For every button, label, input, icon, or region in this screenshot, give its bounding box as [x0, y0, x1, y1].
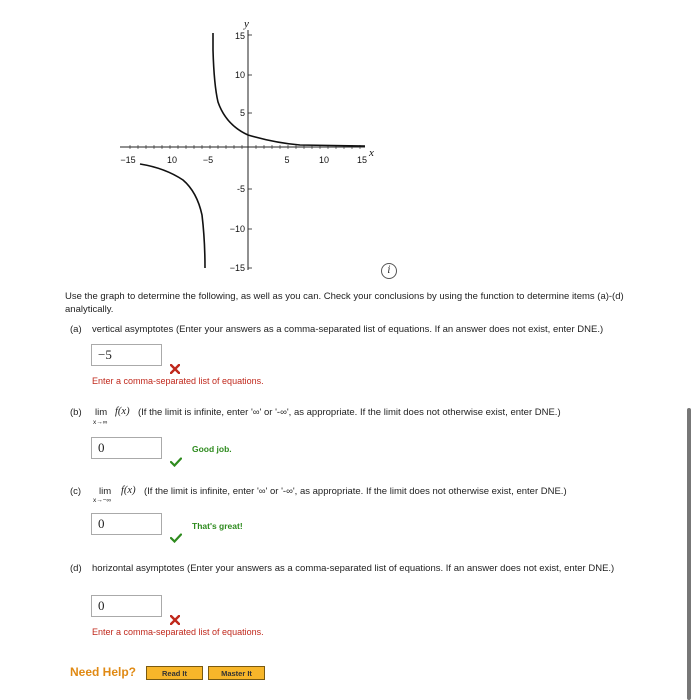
x-tick-label: 10	[166, 155, 178, 165]
part-a-question: vertical asymptotes (Enter your answers as a comma-separated list of equations. If an answer does not exist, enter DNE.)	[92, 324, 604, 335]
x-tick-label: 15	[356, 155, 368, 165]
correct-check-icon	[170, 533, 182, 543]
correct-check-icon	[170, 457, 182, 467]
part-b-answer-input[interactable]: 0	[91, 437, 162, 459]
read-it-button[interactable]: Read It	[146, 666, 203, 680]
part-d-answer-input[interactable]: 0	[91, 595, 162, 617]
y-tick-label: 5	[239, 108, 245, 118]
y-tick-label: −10	[229, 224, 245, 234]
y-ticks	[248, 35, 252, 268]
part-c-question: (If the limit is infinite, enter '∞' or '-∞', as appropriate. If the limit does not otherwise exist, enter DNE.)	[144, 486, 567, 497]
x-tick-label: 10	[318, 155, 330, 165]
curve-left-branch	[140, 164, 205, 268]
part-c-feedback: That's great!	[192, 521, 243, 531]
master-it-button[interactable]: Master It	[208, 666, 265, 680]
problem-intro: Use the graph to determine the following, as well as you can. Check your conclusions by using the function to determine items (a)-(d) analytically.	[65, 291, 624, 315]
limit-subscript: x→∞	[93, 419, 108, 426]
part-c-answer-input[interactable]: 0	[91, 513, 162, 535]
y-tick-label: 10	[234, 70, 245, 80]
part-a-feedback: Enter a comma-separated list of equations.	[92, 376, 264, 386]
part-c-label: (c)	[70, 486, 82, 497]
part-b-question: (If the limit is infinite, enter '∞' or '-∞', as appropriate. If the limit does not otherwise exist, enter DNE.)	[138, 407, 561, 418]
x-tick-label: 5	[284, 155, 290, 165]
x-axis-label: x	[369, 147, 374, 159]
limit-operator: lim	[99, 486, 112, 497]
limit-subscript: x→−∞	[93, 497, 112, 504]
x-tick-label: −5	[202, 155, 214, 165]
y-tick-label: 15	[234, 31, 245, 41]
x-tick-label: −15	[120, 155, 136, 165]
y-tick-label: −15	[229, 263, 245, 273]
part-b-label: (b)	[70, 407, 82, 418]
part-d-question: horizontal asymptotes (Enter your answers as a comma-separated list of equations. If an answer does not exist, enter DNE.)	[92, 563, 615, 574]
part-a-label: (a)	[70, 324, 82, 335]
need-help-label: Need Help?	[70, 665, 137, 679]
incorrect-x-icon	[170, 364, 180, 374]
part-d-label: (d)	[70, 563, 82, 574]
function-graph	[0, 0, 698, 290]
incorrect-x-icon	[170, 615, 180, 625]
y-tick-label: -5	[236, 184, 245, 194]
function-expression: f(x)	[115, 406, 130, 417]
function-expression: f(x)	[121, 485, 136, 496]
y-axis-label: y	[244, 18, 249, 30]
part-b-feedback: Good job.	[192, 444, 232, 454]
limit-operator: lim	[95, 407, 108, 418]
curve-right-branch	[213, 33, 365, 146]
part-a-answer-input[interactable]: −5	[91, 344, 162, 366]
part-d-feedback: Enter a comma-separated list of equations.	[92, 627, 264, 637]
info-icon[interactable]: i	[381, 263, 397, 279]
scrollbar[interactable]	[687, 408, 691, 700]
